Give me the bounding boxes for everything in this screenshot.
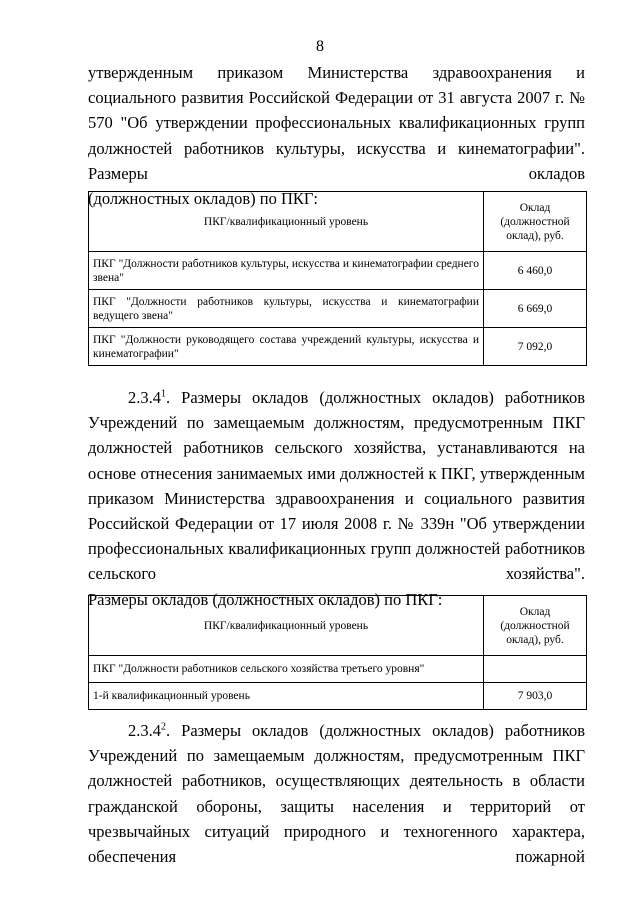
cell-salary: [484, 656, 587, 683]
text-line: гражданской обороны, защиты населения и территорий от чрезвычайных: [88, 796, 585, 841]
clause-number: 2.3.4: [128, 388, 161, 407]
clause-number: 2.3.4: [128, 721, 161, 740]
table-header-row: [89, 192, 587, 252]
table-row: [89, 683, 587, 710]
column-header-salary: Оклад (должностной оклад), руб.: [484, 192, 587, 252]
page-number: 8: [316, 38, 324, 55]
cell-level: ПКГ "Должности работников сельского хозяйства третьего уровня": [89, 656, 484, 683]
table-row: [89, 252, 587, 290]
text-line: должностей работников сельского хозяйства, устанавливаются на основе: [88, 438, 585, 483]
text-line: работников культуры, искусства и кинематографии". Размеры окладов: [88, 138, 585, 183]
cell-salary: 7 092,0: [484, 328, 587, 366]
cell-level: ПКГ "Должности руководящего состава учреждений культуры, искусства и кинематографии": [89, 328, 484, 366]
text-line: Учреждений по замещаемым должностям, предусмотренным ПКГ: [88, 413, 585, 433]
text-line: Размеры окладов (должностных окладов) по ПКГ:: [88, 589, 443, 609]
text-line: квалификационных групп должностей работников сельского хозяйства".: [88, 539, 586, 584]
column-header-level: ПКГ/квалификационный уровень: [89, 192, 484, 252]
cell-salary: 6 669,0: [484, 290, 587, 328]
table-header-row: [89, 596, 587, 656]
column-header-salary: Оклад (должностной оклад), руб.: [484, 596, 587, 656]
column-header-level: ПКГ/квалификационный уровень: [89, 596, 484, 656]
text-line: . Размеры окладов (должностных окладов) работников: [166, 721, 585, 740]
salary-table-culture: [88, 191, 587, 366]
text-line: . Размеры окладов (должностных окладов) работников: [166, 388, 585, 407]
text-line: развития Российской Федерации от 31 августа 2007 г. № 570 "Об: [88, 88, 585, 133]
paragraph-intro: [88, 60, 585, 211]
text-line: Министерства здравоохранения и социального развития Российской: [88, 488, 586, 534]
table-row: [89, 290, 587, 328]
paragraph-2-3-4-2: [88, 718, 585, 869]
salary-table-agriculture: [88, 595, 587, 710]
cell-level: ПКГ "Должности работников культуры, искусства и кинематографии среднего звена": [89, 252, 484, 290]
text-line: отнесения занимаемых ими должностей к ПКГ, утвержденным приказом: [88, 463, 585, 508]
table-row: [89, 328, 587, 366]
paragraph-2-3-4-1: [88, 385, 585, 612]
text-line: Федерации от 17 июля 2008 г. № 339н "Об утверждении профессиональных: [88, 514, 585, 559]
text-line: должностей работников, осуществляющих деятельность в области: [88, 771, 585, 791]
cell-level: 1-й квалификационный уровень: [89, 683, 484, 710]
clause-superscript: 1: [161, 388, 166, 400]
table-row: [89, 656, 587, 683]
cell-level: ПКГ "Должности работников культуры, искусства и кинематографии ведущего звена": [89, 290, 484, 328]
clause-superscript: 2: [161, 721, 166, 733]
cell-salary: 7 903,0: [484, 683, 587, 710]
text-line: утвержденным приказом Министерства здравоохранения и социального: [88, 63, 585, 108]
cell-salary: 6 460,0: [484, 252, 587, 290]
text-line: утверждении профессиональных квалификационных групп должностей: [88, 113, 585, 158]
text-line: ситуаций природного и техногенного характера, обеспечения пожарной: [88, 821, 586, 867]
text-line: Учреждений по замещаемым должностям, предусмотренным ПКГ: [88, 746, 585, 766]
text-line: (должностных окладов) по ПКГ:: [88, 189, 319, 209]
